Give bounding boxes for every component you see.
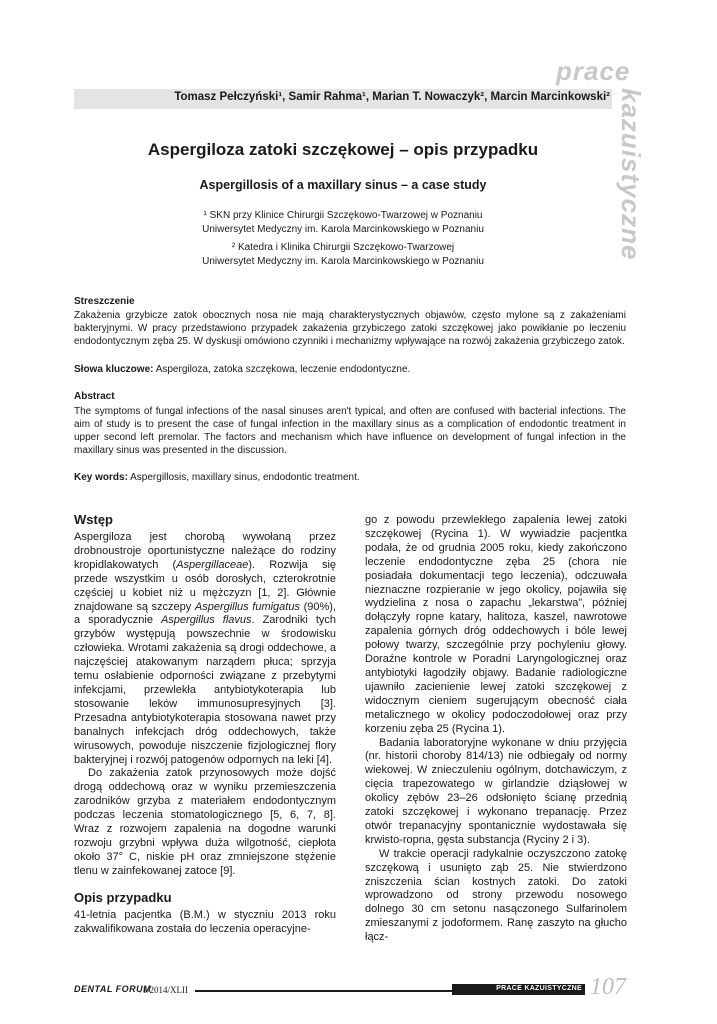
title-polish: Aspergiloza zatoki szczękowej – opis przypadku xyxy=(147,140,539,159)
right-paragraph-1: go z powodu przewlekłego zapalenia lewej zatoki szczękowej (Rycina 1). W wywiadzie pacjentka podała, że od grudnia 2005 roku, kiedy zakończono leczenie endodontyczne zęba 25 (chora nie posiadała dokumentacji tego leczenia), odczuwała nieznaczne rozpieranie w jego okolicy, pojawiła się wydzielina z nosa o zapachu „lekarstwa”, później dołączyły ropne katary, halitoza, kaszel, nawrotowe zapalenia górnych dróg oddechowych i bóle lewej połowy twarzy, szczególnie przy pochyleniu głowy. Doraźne kontrole w Poradni Laryngologicznej oraz antybiotyki łagodziły objawy. Badanie radiologiczne ujawniło zacienienie lewej zatoki szczękowej z widocznym cieniem sugerującym obecność ciała metalicznego w okolicy podoczodołowej oraz przy korzeniu zęba 25 (Rycina 1). xyxy=(365,514,627,735)
title-english: Aspergillosis of a maxillary sinus – a case study xyxy=(199,178,487,192)
right-paragraph-2: Badania laboratoryjne wykonane w dniu przyjęcia (nr. historii choroby 814/13) nie odbiegały od normy wiekowej. W znieczuleniu ogólnym, dotchawiczym, z cięcia trapezowatego w girlandzie dziąsłowej w okolicy zębów 23–26 odsłonięto ścianę przednią zatoki szczękowej i wykonano trepanację. Przez otwór trepanacyjny spontanicznie wydostawała się krwisto-ropna, gęsta substancja (Ryciny 2 i 3). xyxy=(365,736,627,846)
section-label-kazuistyczne: kazuistyczne xyxy=(616,88,646,261)
affiliation-1-line-1: ¹ SKN przy Klinice Chirurgii Szczękowo-Twarzowej w Poznaniu xyxy=(203,210,483,221)
wstep-paragraph-1 xyxy=(74,531,336,767)
streszczenie-text: Zakażenia grzybicze zatok obocznych nosa nie mają charakterystycznych objawów, często mylone są z zakażeniami bakteryjnymi. W pracy przedstawiono przypadek zakażenia grzybiczego zatoki szczękowej jako powikłanie po leczeniu endodontycznym zęba 25. W dyskusji omówiono czynniki i mechanizmy wpływające na rozwój zakażenia grzybiczego zatok. xyxy=(74,310,626,347)
abstract-heading: Abstract xyxy=(74,391,115,402)
affiliation-2 xyxy=(74,241,612,269)
footer-issue: /1/2014/XLII xyxy=(140,985,188,995)
wstep-body xyxy=(74,531,336,879)
opis-paragraph-1: 41-letnia pacjentka (B.M.) w styczniu 2013 roku zakwalifikowana została do leczenia operacyjne- xyxy=(74,909,336,935)
opis-heading: Opis przypadku xyxy=(74,890,172,905)
text-run: Aspergiloza jest chorobą wywołaną przez drobnoustroje oportunistyczne należące do rodziny kropidlakowatych ( xyxy=(74,531,336,571)
keywords-english-text: Aspergillosis, maxillary sinus, endodontic treatment. xyxy=(127,472,360,483)
keywords-polish-label: Słowa kluczowe: xyxy=(74,364,154,375)
italic-term: Aspergillaceae xyxy=(176,558,249,571)
italic-term: Aspergillus fumigatus xyxy=(194,600,300,613)
affiliation-2-line-1: ² Katedra i Klinika Chirurgii Szczękowo-Twarzowej xyxy=(231,242,455,253)
page-number: 107 xyxy=(590,974,626,1000)
wstep-paragraph-2: Do zakażenia zatok przynosowych może dojść drogą oddechową oraz w wyniku przemieszczenia zarodników grzyba z materiałem endodontycznym podczas leczenia stomatologicznego [5, 6, 7, 8]. Wraz z rozwojem zapalenia na dogodne warunki rozwoju grzybni wpływa duża wilgotność, ciepłota około 37° C, niskie pH oraz zmniejszone stężenie tlenu w zainfekowanej zatoce [9]. xyxy=(74,767,336,877)
right-column xyxy=(365,514,627,945)
keywords-polish-text: Aspergiloza, zatoka szczękowa, leczenie endodontyczne. xyxy=(153,364,411,375)
abstract-text: The symptoms of fungal infections of the nasal sinuses aren't typical, and often are confused with bacterial infections. The aim of study is to present the case of fungal infection in the maxillary sinus as a complication of endodontic treatment in upper second left premolar. The factors and mechanism which have influence on development of fungal infection in the maxillary sinus was presented in the discussion. xyxy=(74,406,626,456)
streszczenie-heading: Streszczenie xyxy=(74,296,135,307)
right-paragraph-3: W trakcie operacji radykalnie oczyszczono zatokę szczękową i usunięto ząb 25. Nie stwierdzono zniszczenia ścian kostnych zatoki. Do zatoki wprowadzono od strony przewodu nosowego dolnego 30 cm setonu nasączonego Sulfarinolem zmieszanymi z jodoformem. Ranę zaszyto na głucho łącz- xyxy=(365,847,627,944)
text-run: ). Rozwija się przede wszystkim u osób dorosłych, czterokrotnie częściej u kobiet niż u mężczyzn [1, 2]. Głównie znajdowane są szczepy xyxy=(74,558,337,613)
keywords-polish xyxy=(74,363,626,376)
keywords-english-label: Key words: xyxy=(74,472,128,483)
footer-journal-name: DENTAL FORUM xyxy=(74,984,152,994)
affiliation-1 xyxy=(74,209,612,237)
wstep-heading: Wstęp xyxy=(74,512,113,527)
footer-section-tag: PRACE KAZUISTYCZNE xyxy=(496,985,582,992)
italic-term: Aspergillus flavus xyxy=(160,614,252,627)
affiliation-1-line-2: Uniwersytet Medyczny im. Karola Marcinkowskiego w Poznaniu xyxy=(202,224,484,235)
text-run: (90%), a sporadycznie xyxy=(74,600,336,627)
keywords-english xyxy=(74,471,626,484)
affiliation-2-line-2: Uniwersytet Medyczny im. Karola Marcinkowskiego w Poznaniu xyxy=(202,256,484,267)
opis-body xyxy=(74,909,336,937)
section-label-prace: prace xyxy=(556,56,631,86)
text-run: . Zarodniki tych grzybów występują powszechnie w środowisku człowieka. Wrotami zakażenia są drogi oddechowe, a najczęściej atakowanym narządem płuca; sprzyja temu osłabienie odporności związane z przebytymi infekcjami, przewlekła antybiotykoterapia lub stosowanie leków immunosupresyjnych [3]. Przesadna antybiotykoterapia stosowana nawet przy banalnych infekcjach dróg oddechowych, także wirusowych, powoduje niszczenie fizjologicznej flory bakteryjnej i rozwój patogenów odpornych na leki [4]. xyxy=(74,614,336,766)
authors: Tomasz Pełczyński¹, Samir Rahma¹, Marian T. Nowaczyk², Marcin Marcinkowski² xyxy=(174,91,610,103)
